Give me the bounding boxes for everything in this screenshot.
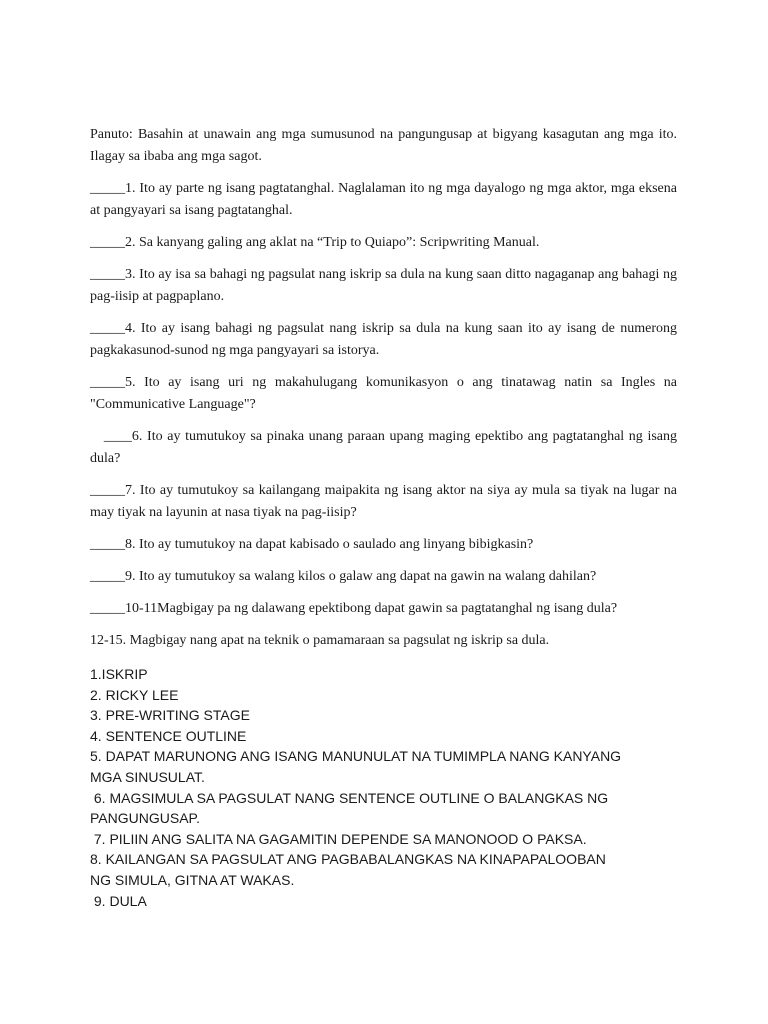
question-item-5: _____5. Ito ay isang uri ng makahulugang komunikasyon o ang tinatawag natin sa Ingles na "Communicative Language"? bbox=[90, 375, 681, 412]
answer-line-5: 5. DAPAT MARUNONG ANG ISANG MANUNULAT NA TUMIMPLA NANG KANYANG bbox=[90, 748, 622, 765]
questions-list bbox=[90, 178, 681, 652]
question-item-1: _____1. Ito ay parte ng isang pagtatanghal. Naglalaman ito ng mga dayalogo ng mga aktor, mga eksena at pangyayari sa isang pagtatanghal. bbox=[90, 181, 681, 218]
answer-line-1: 1.ISKRIP bbox=[90, 666, 148, 682]
answers-list bbox=[90, 664, 677, 911]
answer-line-3: 3. PRE-WRITING STAGE bbox=[90, 707, 250, 724]
question-item-6: ____6. Ito ay tumutukoy sa pinaka unang paraan upang maging epektibo ang pagtatanghal ng isang dula? bbox=[90, 429, 681, 466]
question-item-2: _____2. Sa kanyang galing ang aklat na “Trip to Quiapo”: Scripwriting Manual. bbox=[90, 235, 540, 250]
answer-line-8: 8. KAILANGAN SA PAGSULAT ANG PAGBABALANGKAS NA KINAPAPALOOBAN bbox=[90, 851, 606, 868]
question-item-3: _____3. Ito ay isa sa bahagi ng pagsulat nang iskrip sa dula na kung saan ditto nagaganap ang bahagi ng pag-iisip at pagpaplano. bbox=[90, 267, 681, 304]
question-item-4: _____4. Ito ay isang bahagi ng pagsulat nang iskrip sa dula na kung saan ito ay isang de numerong pagkakasunod-sunod ng mga pangyayari sa istorya. bbox=[90, 321, 681, 358]
document-page bbox=[90, 124, 681, 911]
question-item-9: _____9. Ito ay tumutukoy sa walang kilos o galaw ang dapat na gawin na walang dahilan? bbox=[90, 569, 597, 584]
answer-line-5-cont: MGA SINUSULAT. bbox=[90, 768, 205, 785]
answer-line-6: 6. MAGSIMULA SA PAGSULAT NANG SENTENCE OUTLINE O BALANGKAS NG bbox=[90, 789, 609, 806]
answer-line-6-cont: PANGUNGUSAP. bbox=[90, 810, 200, 827]
answer-line-9: 9. DULA bbox=[90, 892, 147, 909]
question-item-10-11: _____10-11Magbigay pa ng dalawang epektibong dapat gawin sa pagtatanghal ng isang dula? bbox=[90, 601, 618, 616]
question-item-12-15: 12-15. Magbigay nang apat na teknik o pamamaraan sa pagsulat ng iskrip sa dula. bbox=[90, 633, 550, 648]
question-item-8: _____8. Ito ay tumutukoy na dapat kabisado o saulado ang linyang bibigkasin? bbox=[90, 537, 534, 552]
question-item-7: _____7. Ito ay tumutukoy sa kailangang maipakita ng isang aktor na siya ay mula sa tiyak na lugar na may tiyak na layunin at nasa tiyak na pag-iisip? bbox=[90, 483, 681, 520]
answer-line-4: 4. SENTENCE OUTLINE bbox=[90, 727, 247, 744]
instructions-paragraph: Panuto: Basahin at unawain ang mga sumusunod na pangungusap at bigyang kasagutan ang mga ito. Ilagay sa ibaba ang mga sagot. bbox=[90, 127, 681, 164]
answer-line-7: 7. PILIIN ANG SALITA NA GAGAMITIN DEPENDE SA MANONOOD O PAKSA. bbox=[90, 830, 587, 847]
answer-line-8-cont: NG SIMULA, GITNA AT WAKAS. bbox=[90, 871, 295, 888]
answer-line-2: 2. RICKY LEE bbox=[90, 686, 179, 703]
